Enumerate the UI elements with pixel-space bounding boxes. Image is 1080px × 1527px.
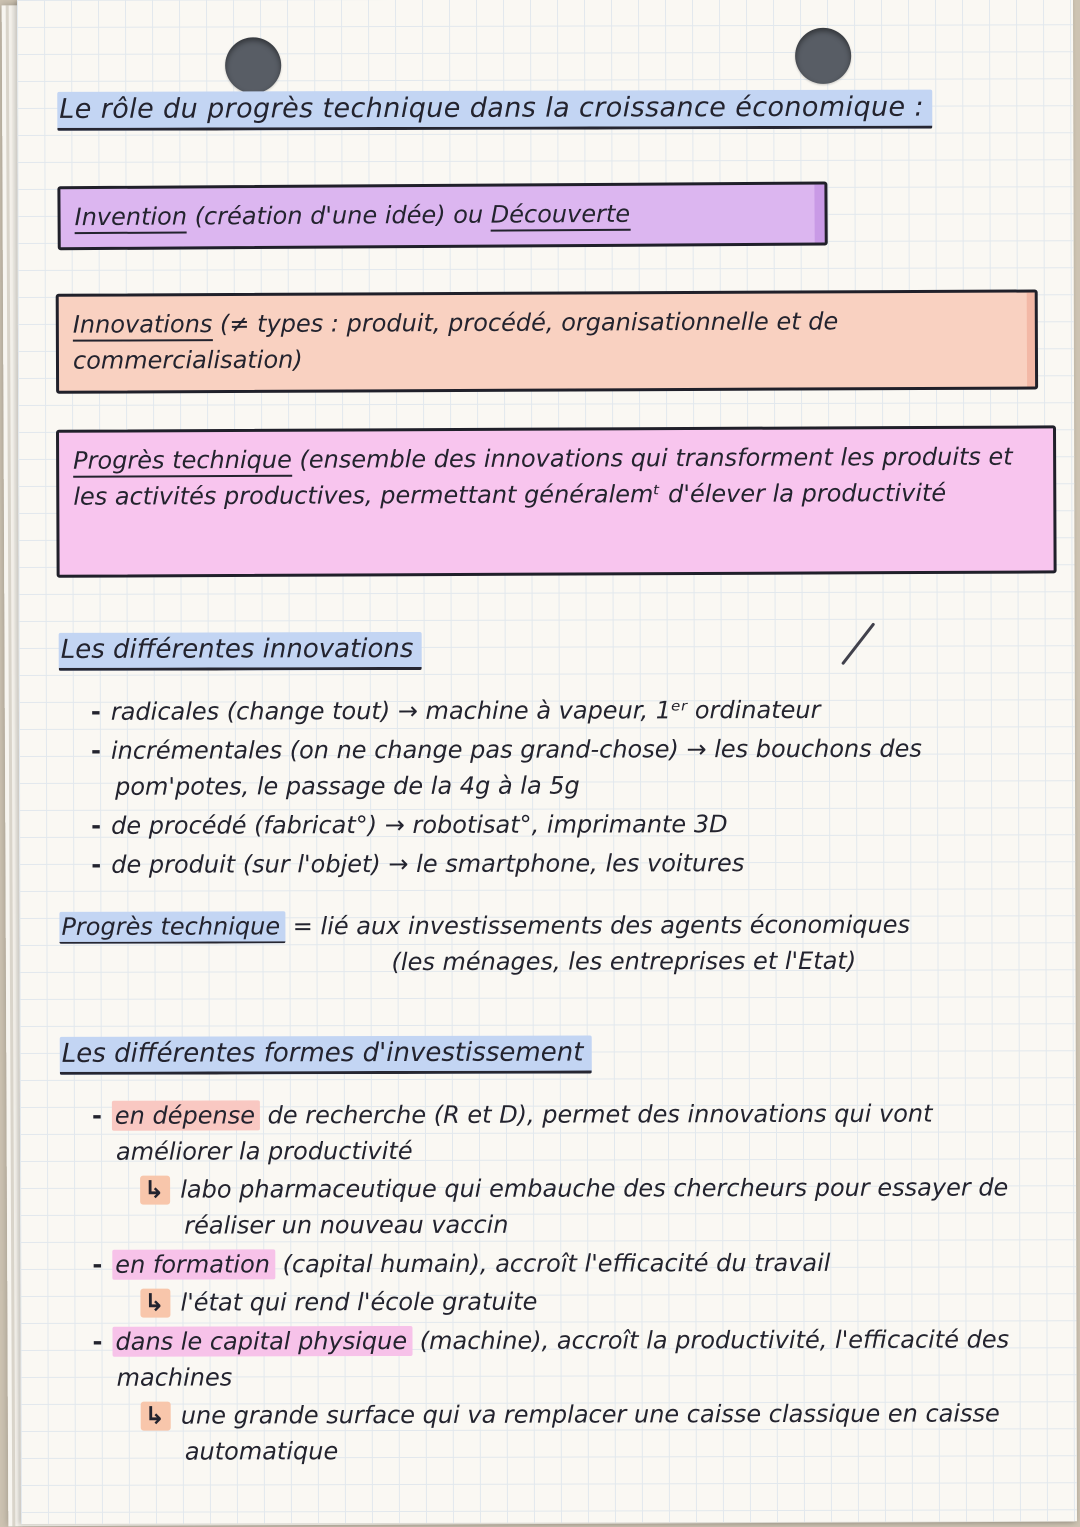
definition-box-innovations	[56, 289, 1038, 393]
definition-term-innovations: Innovations	[73, 310, 213, 342]
section-heading-text: Les différentes innovations	[59, 631, 422, 670]
sub-item-text: une grande surface qui va remplacer une caisse classique en caisse automatique	[180, 1398, 1000, 1466]
note-line-1	[59, 906, 1049, 945]
section-heading-investment	[60, 1032, 1050, 1074]
sub-arrow-icon: ↳	[140, 1288, 170, 1317]
bullet-body	[112, 1248, 830, 1279]
list-item	[57, 844, 1049, 883]
bullet-dash-icon: -	[91, 850, 102, 879]
notes-content	[17, 0, 1077, 1485]
bullet-dash-icon: -	[91, 1101, 102, 1130]
bullet-highlight: en dépense	[112, 1100, 260, 1130]
bullet-text: de produit (sur l'objet) → le smartphone, les voitures	[111, 848, 745, 879]
sub-item	[58, 1169, 1050, 1244]
bullet-dash-icon: -	[91, 811, 102, 840]
bullet-text: incrémentales (on ne change pas grand-chose) → les bouchons des pom'potes, le passage de la 4g à la 5g	[110, 734, 922, 801]
notebook-page	[17, 0, 1077, 1524]
list-item	[58, 1095, 1050, 1170]
definition-text: (≠ types : produit, procédé, organisationnelle et de commercialisation)	[72, 306, 839, 375]
sub-arrow-icon: ↳	[140, 1175, 170, 1204]
sub-item-text: l'état qui rend l'école gratuite	[180, 1287, 538, 1317]
list-item	[58, 1244, 1050, 1283]
section-heading-text: Les différentes formes d'investissement	[60, 1035, 592, 1074]
definition-text: (ensemble des innovations qui transforment les produits et les activités productives, permettant généralemᵗ d'élever la productivité	[73, 442, 1013, 511]
bullet-body	[112, 1325, 1009, 1391]
list-item	[58, 1321, 1050, 1396]
list-item	[57, 805, 1049, 844]
sub-item	[59, 1395, 1051, 1470]
bullet-text: (capital humain), accroît l'efficacité du travail	[274, 1248, 831, 1278]
sub-item	[58, 1282, 1050, 1321]
bullet-text: de recherche (R et D), permet des innovations qui vont améliorer la productivité	[115, 1099, 933, 1166]
progres-technique-note	[59, 906, 1049, 981]
bullet-text: de procédé (fabricat°) → robotisat°, imprimante 3D	[111, 809, 728, 840]
list-item	[57, 730, 1049, 805]
bullet-dash-icon: -	[90, 736, 101, 765]
definition-term-decouverte: Découverte	[491, 199, 631, 231]
bullet-dash-icon: -	[92, 1327, 103, 1356]
bullet-text: (machine), accroît la productivité, l'efficacité des machines	[116, 1324, 1010, 1392]
definition-term-progres-technique: Progrès technique	[73, 445, 292, 477]
definition-term-invention: Invention	[74, 202, 187, 234]
page-title-text: Le rôle du progrès technique dans la croissance économique :	[57, 90, 932, 131]
bullet-dash-icon: -	[92, 1250, 103, 1279]
section-heading-innovations	[59, 628, 1049, 670]
note-line-2: (les ménages, les entreprises et l'Etat)	[391, 946, 857, 976]
sub-item-text: labo pharmaceutique qui embauche des chercheurs pour essayer de réaliser un nouveau vaccin	[180, 1172, 1009, 1240]
note-text: = lié aux investissements des agents économiques	[292, 910, 911, 940]
list-item	[57, 691, 1049, 730]
page-title	[57, 87, 1047, 130]
sub-arrow-icon: ↳	[141, 1401, 171, 1430]
note-term: Progrès technique	[59, 911, 285, 944]
definition-box-invention	[57, 181, 827, 250]
bullet-dash-icon: -	[90, 697, 101, 726]
investment-list	[58, 1095, 1051, 1470]
bullet-highlight: en formation	[112, 1249, 275, 1279]
definition-text: (création d'une idée) ou	[186, 200, 491, 230]
bullet-body	[112, 1099, 933, 1165]
bullet-highlight: dans le capital physique	[112, 1325, 412, 1356]
definition-box-progres-technique	[56, 425, 1057, 577]
bullet-text: radicales (change tout) → machine à vapeur, 1ᵉʳ ordinateur	[110, 695, 821, 726]
innovations-list	[57, 691, 1049, 883]
